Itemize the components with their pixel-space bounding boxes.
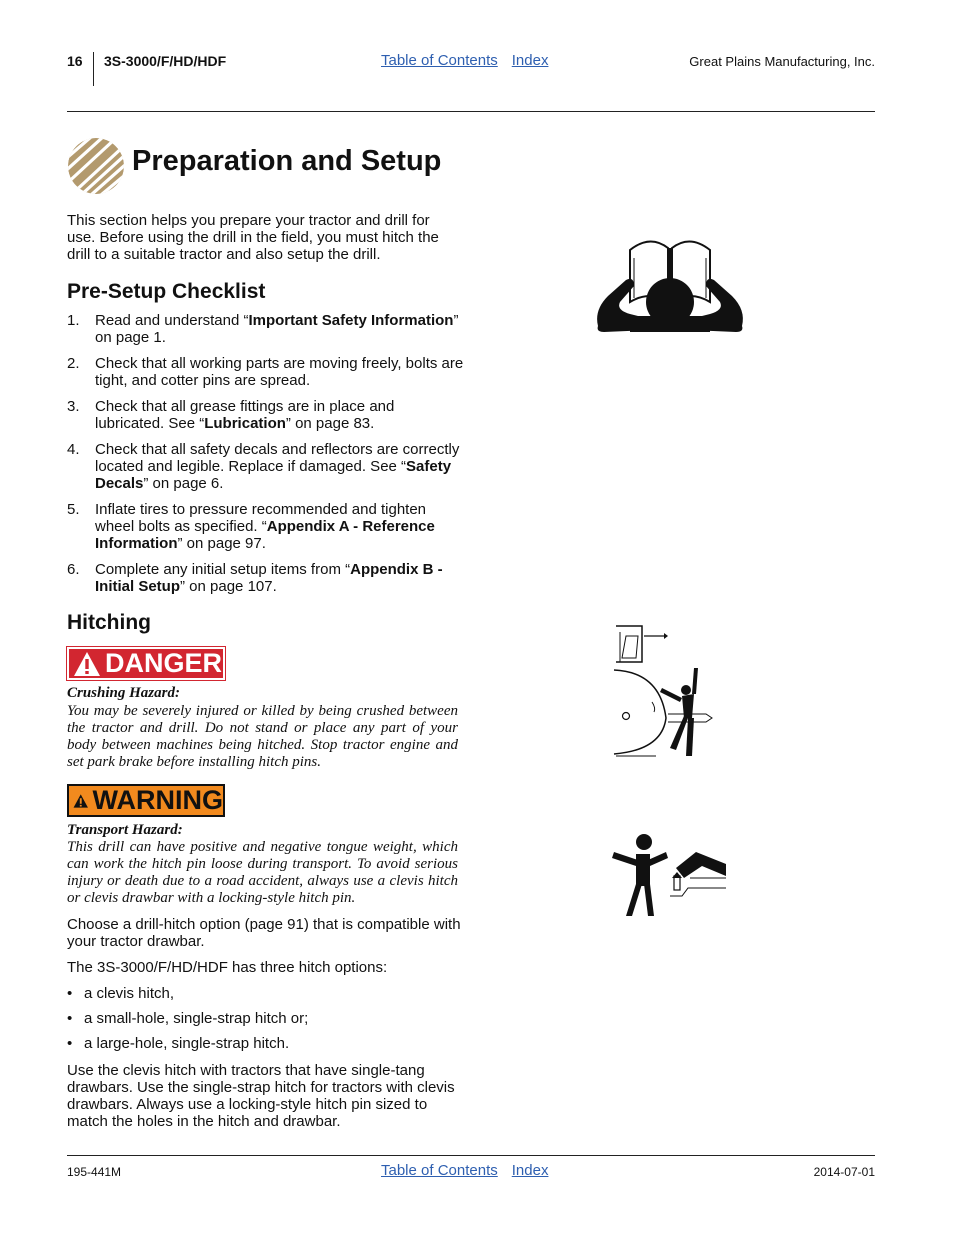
stand-clear-icon [610,830,728,920]
index-link[interactable]: Index [511,1162,549,1179]
list-item: 6. Complete any initial setup items from “Appendix B - Initial Setup” on page 107. [67,561,443,595]
hitch-options-intro: The 3S-3000/F/HD/HDF has three hitch options: [67,959,388,976]
list-item: 1. Read and understand “Important Safety Information” on page 1. [67,312,459,346]
crushing-hazard-text: You may be severely injured or killed by being crushed between the tractor and drill. Do not stand or place any part of your body between machines being hitched. Stop tractor engine and set park brake before installing hitch pins. [67,703,458,770]
hitch-options-list [67,985,462,1060]
list-item: • a small-hole, single-strap hitch or; [67,1010,462,1027]
great-plains-logo-icon [67,137,125,195]
list-item: • a large-hole, single-strap hitch. [67,1035,462,1052]
footer-nav [381,1162,548,1179]
document-date: 2014-07-01 [813,1165,875,1179]
hitch-usage-paragraph: Use the clevis hitch with tractors that have single-tang drawbars. Use the single-strap hitch for tractors with clevis drawbars. Always use a locking-style hitch pin sized to match the holes in the hitch and drawbar. [67,1062,455,1130]
header-divider [93,52,94,86]
company-name: Great Plains Manufacturing, Inc. [689,54,875,69]
index-link[interactable]: Index [511,52,549,69]
warning-triangle-icon [73,788,89,814]
danger-label: DANGER [105,648,223,678]
transport-hazard-text: This drill can have positive and negative tongue weight, which can work the hitch pin loose during transport. To avoid serious injury or death due to a road accident, always use a clevis hitch or clevis drawbar with a locking-style hitch pin. [67,839,458,906]
pre-setup-checklist [67,312,467,604]
choose-hitch-paragraph: Choose a drill-hitch option (page 91) that is compatible with your tractor drawbar. [67,916,461,950]
list-item: 5. Inflate tires to pressure recommended and tighten wheel bolts as specified. “Appendix A - Reference Information” on page 97. [67,501,435,552]
intro-paragraph: This section helps you prepare your tractor and drill for use. Before using the drill in the field, you must hitch the drill to a suitable tractor and also setup the drill. [67,212,439,263]
page-number: 16 [67,53,83,69]
model-name: 3S-3000/F/HD/HDF [104,53,227,69]
list-item: 4. Check that all safety decals and reflectors are correctly located and legible. Replace if damaged. See “Safety Decals” on page 6. [67,441,460,492]
danger-triangle-icon [73,651,101,677]
hitching-heading: Hitching [67,611,151,634]
page-title: Preparation and Setup [132,145,442,177]
danger-badge [67,647,225,680]
transport-hazard-title: Transport Hazard: [67,822,183,838]
warning-badge [67,784,225,817]
toc-link[interactable]: Table of Contents [381,1162,498,1179]
list-item: • a clevis hitch, [67,985,462,1002]
footer-rule [67,1155,875,1156]
pre-setup-heading: Pre-Setup Checklist [67,280,266,303]
warning-label: WARNING [92,785,223,815]
header-rule [67,111,875,112]
crushing-hazard-title: Crushing Hazard: [67,685,180,701]
document-code: 195-441M [67,1165,122,1179]
crush-hazard-icon [612,622,720,760]
list-item: 2. Check that all working parts are moving freely, bolts are tight, and cotter pins are spread. [67,355,464,389]
list-item: 3. Check that all grease fittings are in place and lubricated. See “Lubrication” on page 83. [67,398,395,432]
toc-link[interactable]: Table of Contents [381,52,498,69]
header-nav [381,52,548,69]
read-manual-icon [590,230,750,340]
